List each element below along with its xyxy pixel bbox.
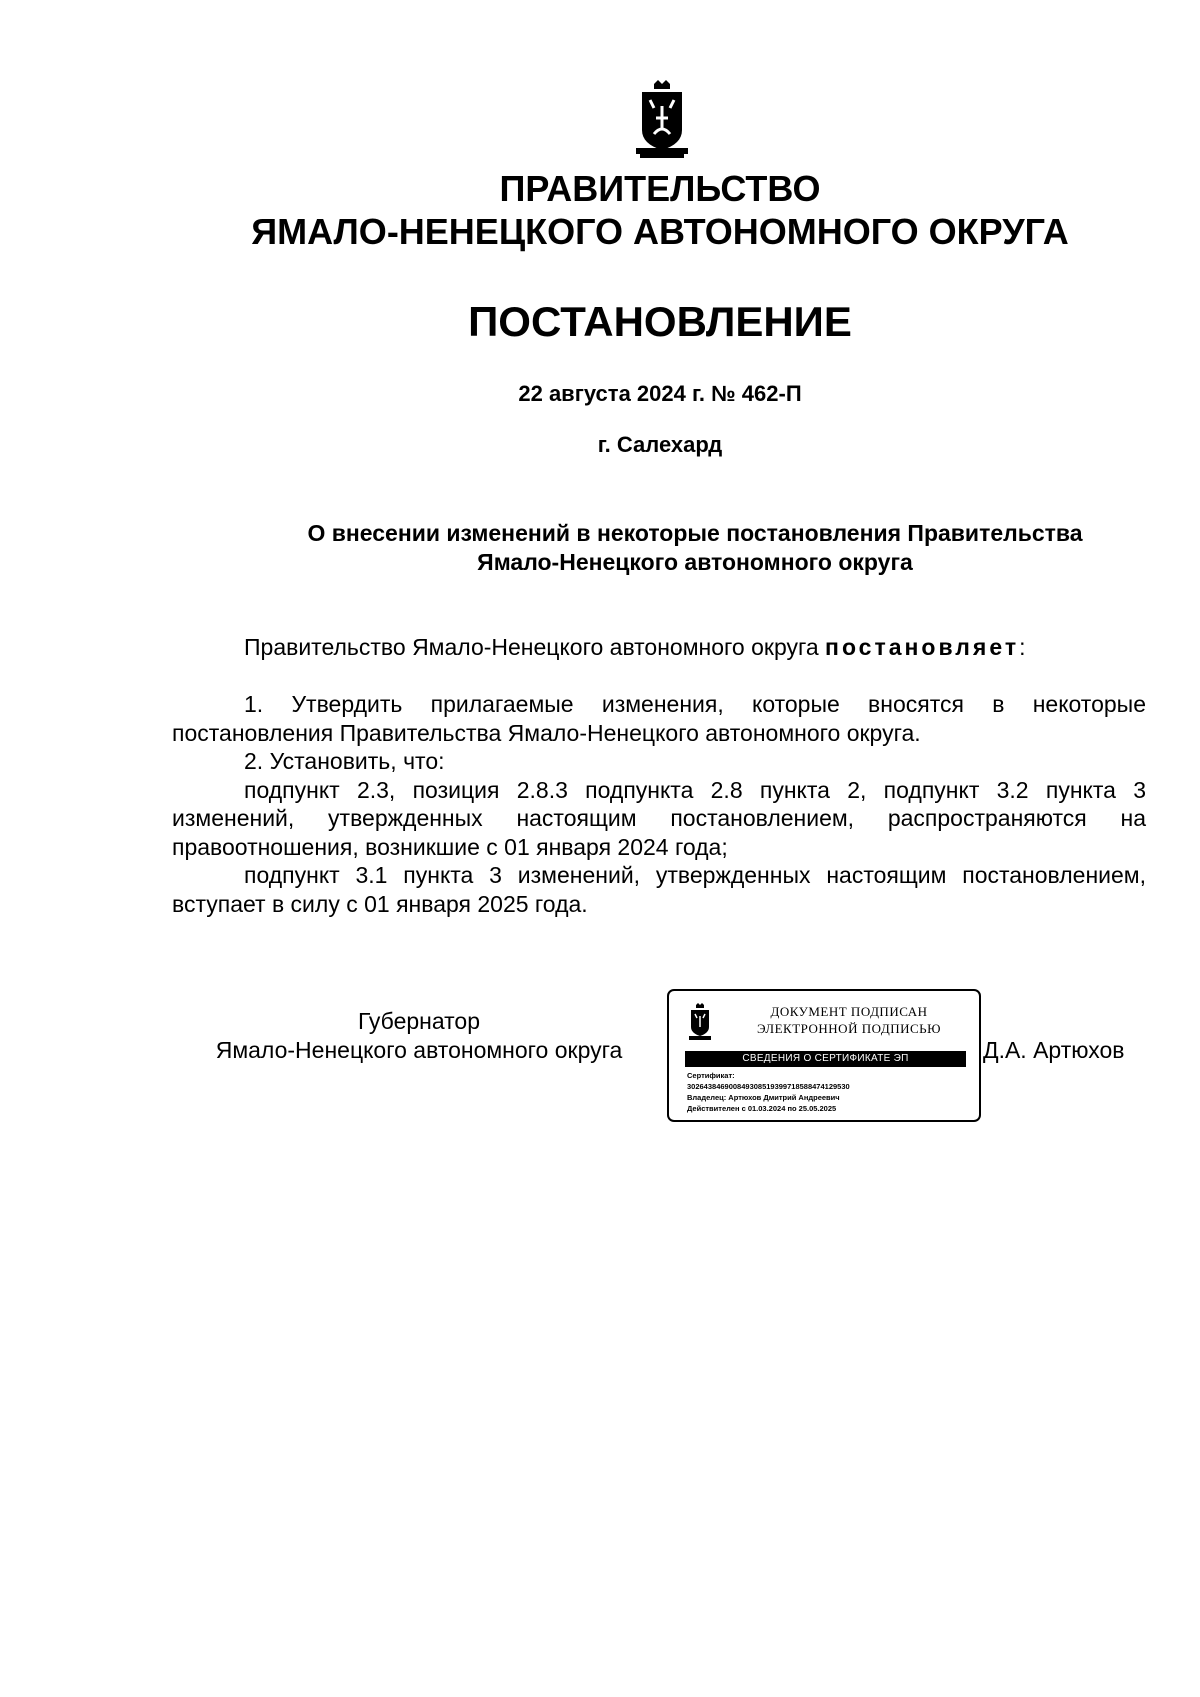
cert-label: Сертификат: [687, 1071, 735, 1080]
item-2-sub-1: подпункт 2.3, позиция 2.8.3 подпункта 2.8 пункта 2, подпункт 3.2 пункта 3 изменений, утвержденных настоящим постановлением, распространяются на правоотношения, возникшие с 01 января 2024 года; [172, 776, 1146, 860]
item-2: 2. Установить, что: [244, 748, 445, 774]
subject-line1: О внесении изменений в некоторые постановления Правительства [307, 520, 1083, 546]
stamp-cert-info [687, 1070, 977, 1114]
signatory-name: Д.А. Артюхов [983, 1037, 1125, 1063]
signatory-title [180, 1007, 658, 1065]
org-name-line2: ЯМАЛО-НЕНЕЦКОГО АВТОНОМНОГО ОКРУГА [251, 211, 1069, 252]
cert-value: 30264384690084930851939971858847412953​0 [687, 1082, 850, 1091]
stamp-cert-bar: СВЕДЕНИЯ О СЕРТИФИКАТЕ ЭП [685, 1051, 966, 1067]
org-name-line1: ПРАВИТЕЛЬСТВО [499, 168, 821, 209]
stamp-title-line2: ЭЛЕКТРОННОЙ ПОДПИСЬЮ [757, 1021, 941, 1036]
preamble-text: Правительство Ямало-Ненецкого автономного округа [244, 634, 819, 660]
cert-owner: Владелец: Артюхов Дмитрий Андреевич [687, 1093, 840, 1102]
electronic-signature-stamp [667, 989, 981, 1122]
cert-validity: Действителен с 01.03.2024 по 25.05.2025 [687, 1104, 837, 1113]
preamble [172, 633, 1146, 662]
document-subject [250, 519, 1140, 577]
city: г. Салехард [597, 432, 723, 457]
coat-of-arms-icon [632, 78, 692, 160]
stamp-title [727, 1003, 971, 1037]
subject-line2: Ямало-Ненецкого автономного округа [477, 549, 913, 575]
item-2-sub-2: подпункт 3.1 пункта 3 изменений, утвержденных настоящим постановлением, вступает в силу с 01 января 2025 года. [172, 862, 1146, 917]
document-body [172, 690, 1146, 918]
stamp-coat-of-arms-icon [687, 1003, 713, 1041]
date-number: 22 августа 2024 г. № 462-П [518, 381, 802, 406]
signatory-title-line1: Губернатор [357, 1008, 481, 1034]
preamble-keyword: постановляет [825, 634, 1020, 660]
document-type: ПОСТАНОВЛЕНИЕ [468, 298, 852, 345]
preamble-colon: : [1019, 634, 1026, 660]
stamp-title-line1: ДОКУМЕНТ ПОДПИСАН [770, 1004, 928, 1019]
item-1: 1. Утвердить прилагаемые изменения, которые вносятся в некоторые постановления Правительства Ямало-Ненецкого автономного округа. [172, 691, 1146, 746]
signatory-title-line2: Ямало-Ненецкого автономного округа [215, 1037, 623, 1063]
